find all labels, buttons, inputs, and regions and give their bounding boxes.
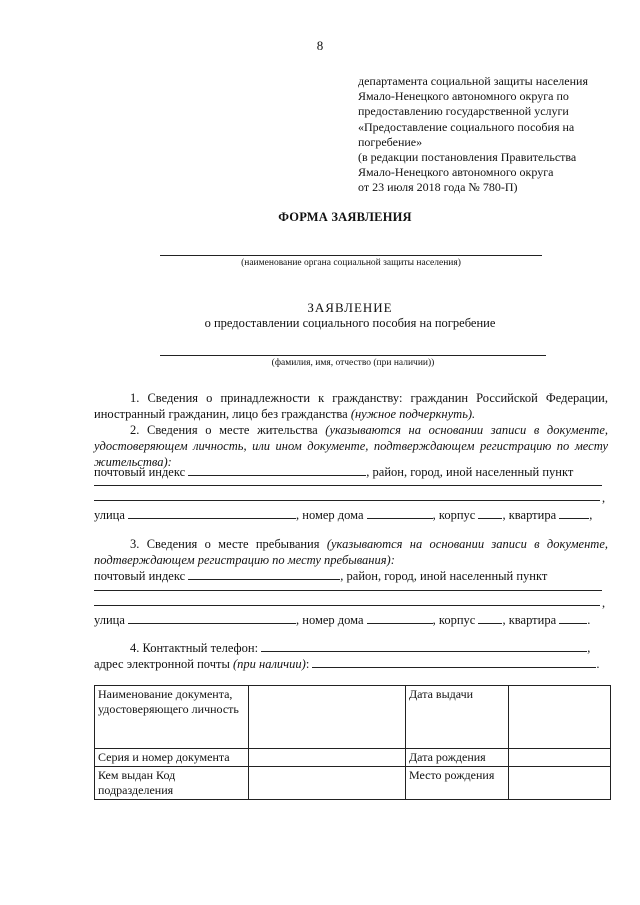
table-cell-value[interactable] [509, 767, 611, 800]
email-label: адрес электронной почты [94, 657, 230, 671]
table-cell-value[interactable] [249, 686, 406, 749]
form-title: ФОРМА ЗАЯВЛЕНИЯ [278, 210, 412, 224]
building-label: , корпус [432, 613, 476, 627]
table-cell-value[interactable] [509, 749, 611, 767]
apartment-label: , квартира [502, 613, 557, 627]
table-cell-value[interactable] [249, 767, 406, 800]
comma-mark: , [602, 596, 606, 610]
stay-building-field[interactable] [478, 612, 502, 624]
stay-street-field[interactable] [128, 612, 296, 624]
stay-locality-line[interactable] [94, 590, 602, 591]
table-cell-label: Кем выдан Код подразделения [95, 767, 249, 800]
table-cell-value[interactable] [249, 749, 406, 767]
stay-extra-line[interactable] [94, 605, 600, 606]
street-label: улица [94, 508, 125, 522]
phone-row [130, 640, 590, 656]
residence-street-field[interactable] [128, 507, 296, 519]
residence-building-field[interactable] [478, 507, 502, 519]
table-cell-label: Серия и номер документа [95, 749, 249, 767]
stay-house-field[interactable] [367, 612, 433, 624]
item1-line2 [94, 406, 475, 422]
organ-name-line[interactable] [160, 255, 542, 256]
locality-label: , район, город, иной населенный пункт [340, 569, 548, 583]
residence-house-field[interactable] [367, 507, 433, 519]
stay-apartment-field[interactable] [559, 612, 587, 624]
item2-line1 [130, 422, 608, 438]
house-label: , номер дома [296, 508, 364, 522]
postal-label: почтовый индекс [94, 569, 186, 583]
comma-mark: , [602, 491, 606, 505]
item1-line2-text: иностранный гражданин, лицо без гражданства [94, 407, 348, 421]
email-field[interactable] [312, 656, 596, 668]
table-row [95, 749, 611, 767]
header-line: департамента социальной защиты населения [358, 74, 588, 88]
fio-line[interactable] [160, 355, 546, 356]
item3-line1 [130, 536, 608, 552]
period-mark: . [596, 657, 600, 671]
header-line: Ямало-Ненецкого автономного округа по [358, 89, 569, 104]
header-line: от 23 июля 2018 года № 780-П) [358, 180, 518, 195]
item2-line2: удостоверяющем личность, или ином документе, подтверждающем регистрацию по месту [94, 439, 608, 453]
comma-mark: , [587, 641, 591, 655]
header-line: погребение» [358, 134, 423, 149]
organ-caption: (наименование органа социальной защиты населения) [241, 258, 461, 268]
item1-line1: 1. Сведения о принадлежности к гражданству: гражданин Российской Федерации, [130, 391, 608, 405]
postal-label: почтовый индекс [94, 465, 186, 479]
table-row [95, 767, 611, 800]
fio-caption: (фамилия, имя, отчество (при наличии)) [271, 358, 435, 368]
table-cell-label: Дата рождения [406, 749, 509, 767]
street-label: улица [94, 613, 125, 627]
item3-label: 3. Сведения о месте пребывания [130, 537, 320, 551]
statement-subtitle: о предоставлении социального пособия на погребение [204, 316, 496, 330]
item2-label: 2. Сведения о месте жительства [130, 423, 318, 437]
locality-label: , район, город, иной населенный пункт [366, 465, 574, 479]
item3-line2: подтверждающем регистрацию по месту пребывания): [94, 553, 395, 567]
residence-apartment-field[interactable] [559, 507, 589, 519]
table-row [95, 686, 611, 749]
header-line: (в редакции постановления Правительства [358, 150, 577, 165]
header-line: «Предоставление социального пособия на [358, 119, 575, 134]
residence-postal-row [94, 464, 573, 480]
item2-hint: (указываются на основании записи в документе, [325, 423, 608, 437]
period-mark: . [587, 613, 591, 627]
header-line: предоставлению государственной услуги [358, 104, 569, 119]
item2-line3: жительства): [94, 455, 172, 469]
residence-postal-field[interactable] [188, 464, 366, 476]
residence-locality-line[interactable] [94, 485, 602, 486]
residence-street-row [94, 507, 592, 523]
email-hint: (при наличии) [232, 657, 306, 671]
building-label: , корпус [432, 508, 476, 522]
email-row: адрес электронной почты (при наличии): . [94, 657, 600, 671]
identity-document-table [94, 685, 611, 800]
approval-header [358, 74, 628, 196]
phone-label: 4. Контактный телефон: [130, 641, 259, 655]
table-cell-label: Место рождения [406, 767, 509, 800]
stay-street-row [94, 612, 590, 628]
header-line: Ямало-Ненецкого автономного округа [358, 165, 554, 180]
apartment-label: , квартира [502, 508, 557, 522]
comma-mark: , [589, 508, 593, 522]
statement-title: ЗАЯВЛЕНИЕ [307, 300, 393, 315]
table-cell-label: Наименование документа, удостоверяющего личность [95, 686, 249, 749]
phone-field[interactable] [261, 640, 587, 652]
stay-postal-field[interactable] [188, 568, 340, 580]
page-number: 8 [316, 38, 324, 53]
stay-postal-row [94, 568, 547, 584]
residence-extra-line[interactable] [94, 500, 600, 501]
item1-hint: (нужное подчеркнуть). [350, 407, 476, 421]
item3-hint: (указываются на основании записи в документе, [326, 537, 609, 551]
house-label: , номер дома [296, 613, 364, 627]
table-cell-label: Дата выдачи [406, 686, 509, 749]
table-cell-value[interactable] [509, 686, 611, 749]
